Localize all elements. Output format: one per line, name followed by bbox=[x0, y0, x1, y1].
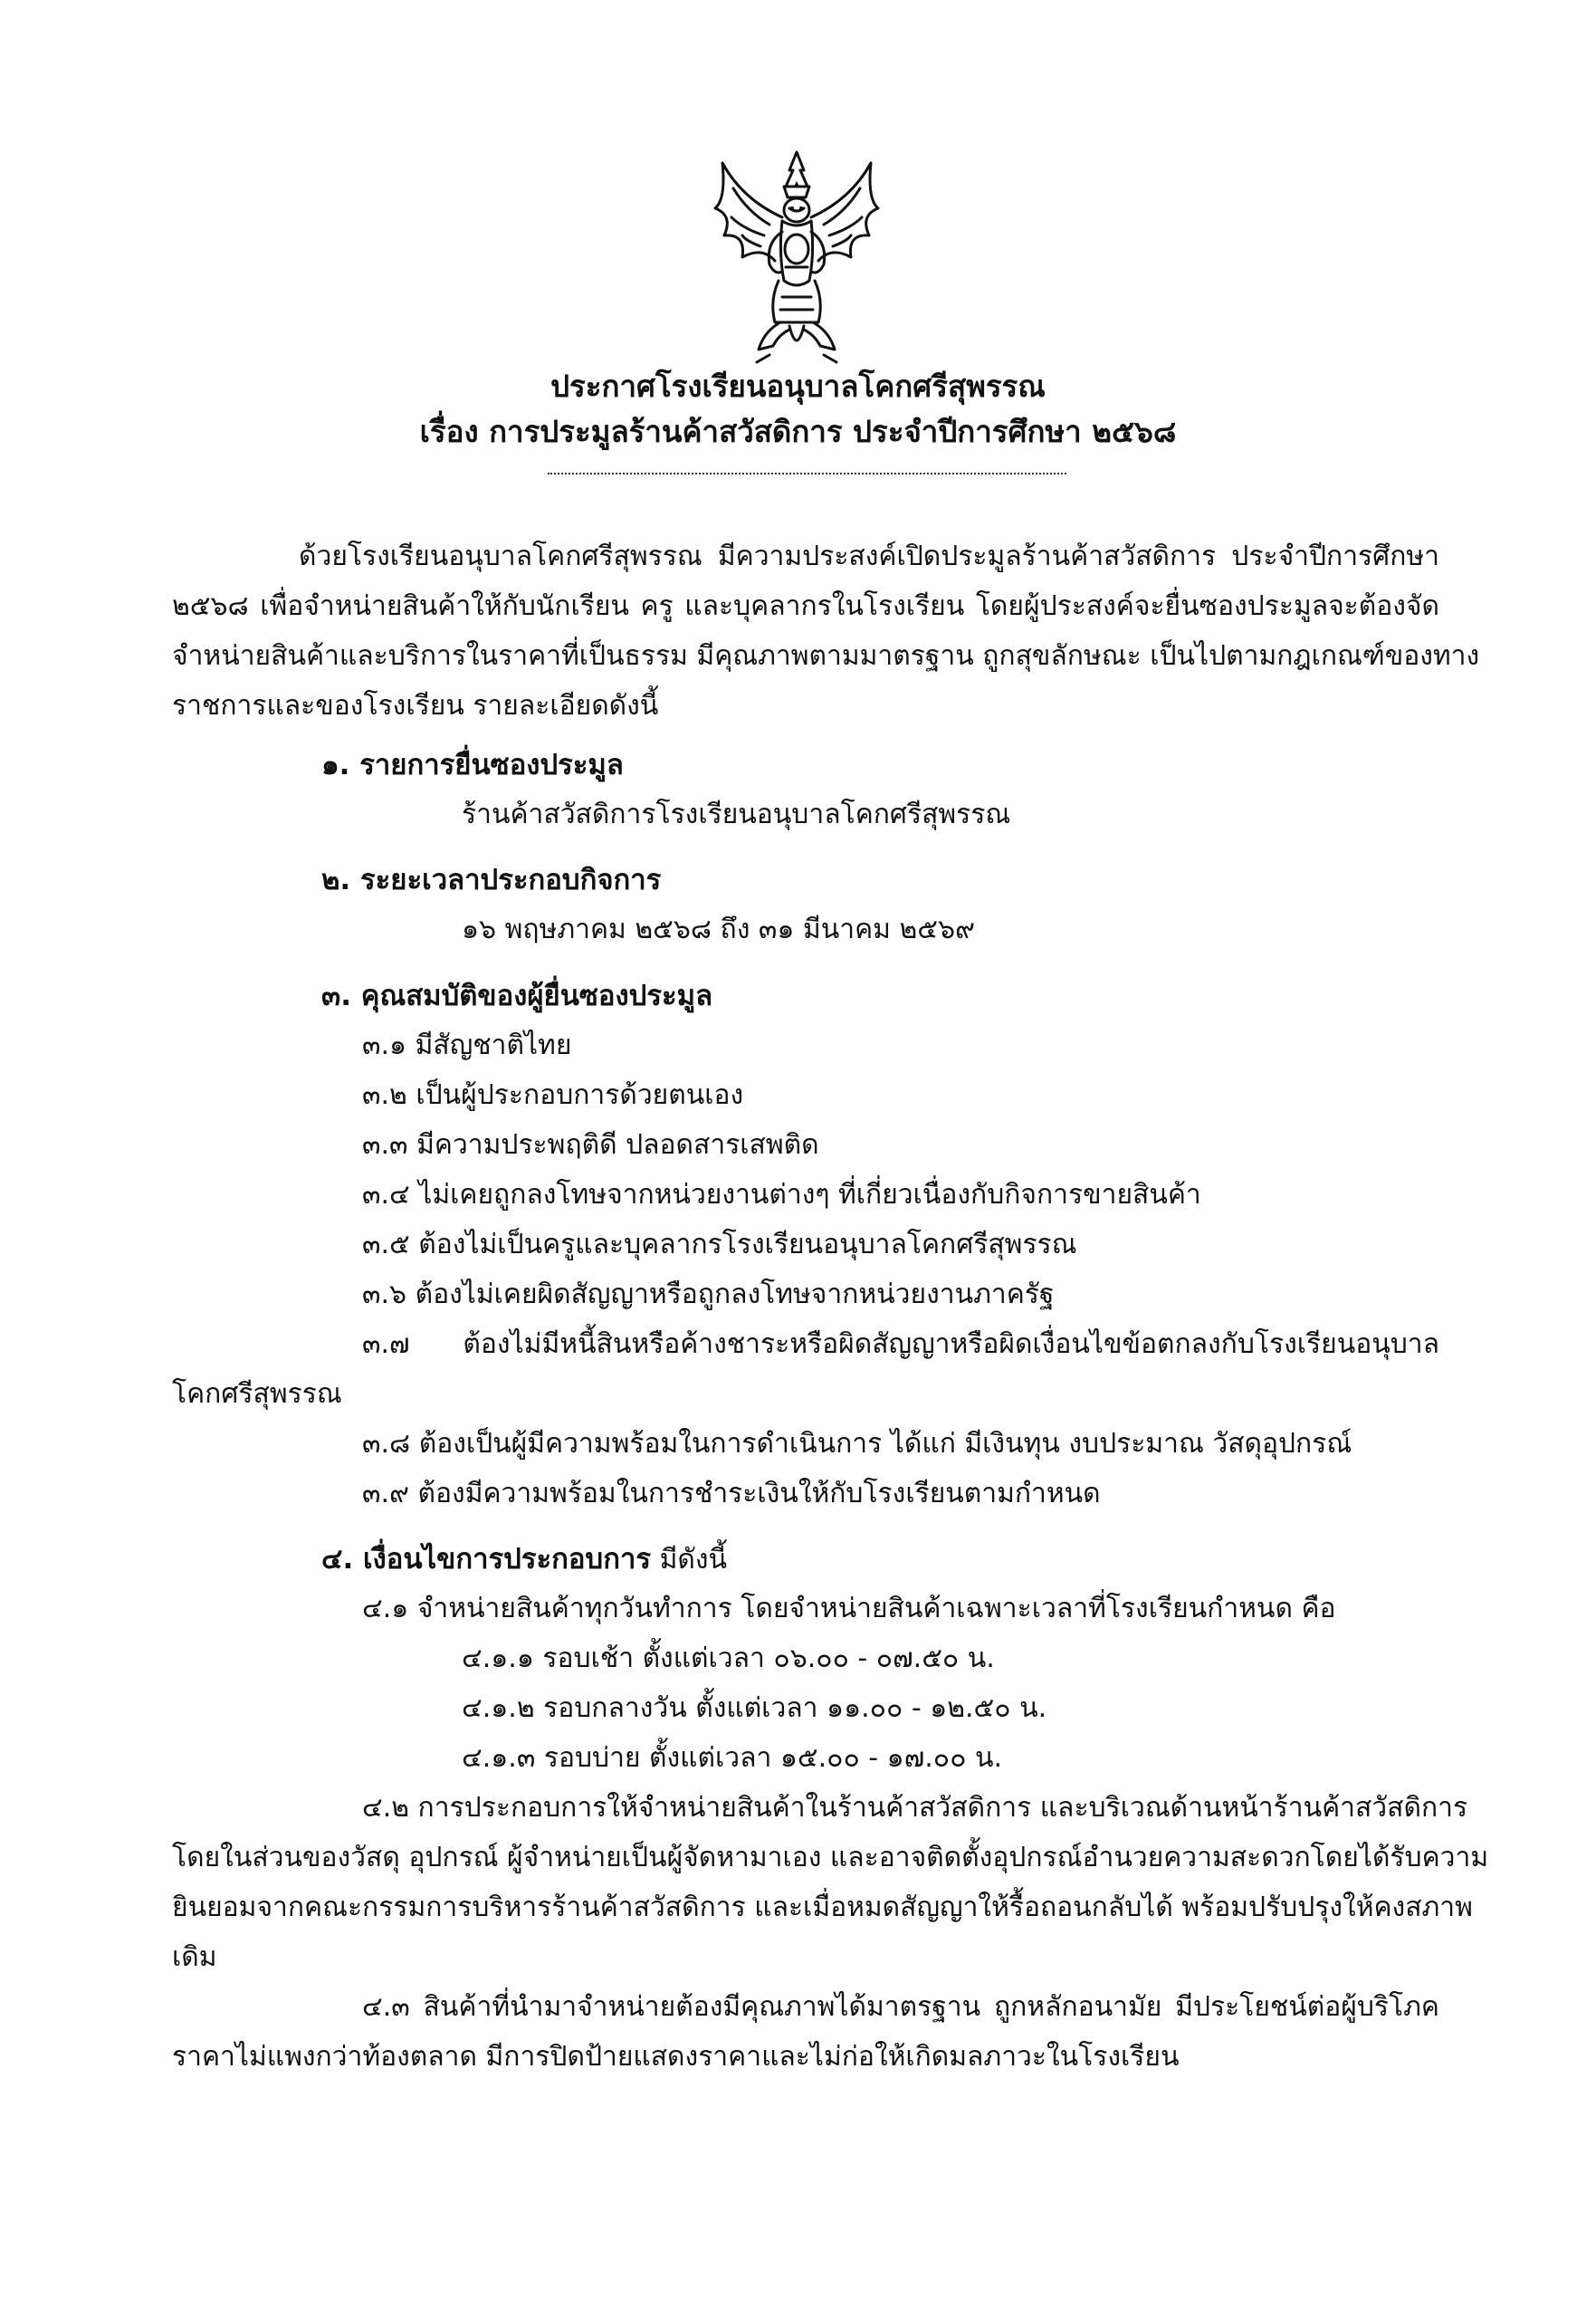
intro-line-4: ราชการและของโรงเรียน รายละเอียดดังนี้ bbox=[172, 690, 659, 722]
announcement-title: ประกาศโรงเรียนอนุบาลโคกศรีสุพรรณ bbox=[550, 369, 1046, 404]
condition-4-1: ๔.๑ จำหน่ายสินค้าทุกวันทำการ โดยจำหน่ายสินค้าเฉพาะเวลาที่โรงเรียนกำหนด คือ bbox=[362, 1593, 1336, 1624]
condition-4-2-line-3: ยินยอมจากคณะกรรมการบริหารร้านค้าสวัสดิการ และเมื่อหมดสัญญาให้รื้อถอนกลับได้ พร้อมปรับปรุงให้คงสภาพ bbox=[172, 1892, 1473, 1923]
condition-4-1-1: ๔.๑.๑ รอบเช้า ตั้งแต่เวลา ๐๖.๐๐ - ๐๗.๕๐ น. bbox=[462, 1643, 995, 1674]
list-item: ๓.๓ มีความประพฤติดี ปลอดสารเสพติด bbox=[362, 1129, 819, 1161]
list-item: ๓.๘ ต้องเป็นผู้มีความพร้อมในการดำเนินการ ได้แก่ มีเงินทุน งบประมาณ วัสดุอุปกรณ์ bbox=[362, 1428, 1352, 1460]
condition-4-3-line-1: ๔.๓ สินค้าที่นำมาจำหน่ายต้องมีคุณภาพได้มาตรฐาน ถูกหลักอนามัย มีประโยชน์ต่อผู้บริโภค bbox=[362, 1991, 1439, 2023]
section-3-heading: ๓. คุณสมบัติของผู้ยื่นซองประมูล bbox=[321, 980, 713, 1012]
condition-4-3-line-2: ราคาไม่แพงกว่าท้องตลาด มีการปิดป้ายแสดงราคาและไม่ก่อให้เกิดมลภาวะในโรงเรียน bbox=[172, 2041, 1180, 2073]
condition-4-2-line-1: ๔.๒ การประกอบการให้จำหน่ายสินค้าในร้านค้าสวัสดิการ และบริเวณด้านหน้าร้านค้าสวัสดิการ bbox=[362, 1792, 1468, 1824]
list-item: ๓.๔ ไม่เคยถูกลงโทษจากหน่วยงานต่างๆ ที่เกี่ยวเนื่องกับกิจการขายสินค้า bbox=[362, 1179, 1201, 1211]
list-item: ๓.๕ ต้องไม่เป็นครูและบุคลากรโรงเรียนอนุบาลโคกศรีสุพรรณ bbox=[362, 1229, 1077, 1260]
list-item: ๓.๑ มีสัญชาติไทย bbox=[362, 1030, 572, 1061]
section-1-text: ร้านค้าสวัสดิการโรงเรียนอนุบาลโคกศรีสุพรรณ bbox=[462, 799, 1011, 830]
condition-4-1-2: ๔.๑.๒ รอบกลางวัน ตั้งแต่เวลา ๑๑.๐๐ - ๑๒.๕๐ น. bbox=[462, 1692, 1047, 1724]
list-item-continuation: โคกศรีสุพรรณ bbox=[172, 1378, 342, 1410]
condition-4-2-line-2: โดยในส่วนของวัสดุ อุปกรณ์ ผู้จำหน่ายเป็นผู้จัดหามาเอง และอาจติดตั้งอุปกรณ์อำนวยความสะดวกโดยได้รับความ bbox=[172, 1842, 1489, 1873]
section-4-heading-suffix: มีดังนี้ bbox=[651, 1544, 728, 1576]
section-2-heading: ๒. ระยะเวลาประกอบกิจการ bbox=[321, 864, 662, 896]
condition-4-2-line-4: เดิม bbox=[172, 1941, 217, 1973]
garuda-emblem-icon bbox=[706, 145, 887, 367]
intro-line-3: จำหน่ายสินค้าและบริการในราคาที่เป็นธรรม มีคุณภาพตามมาตรฐาน ถูกสุขลักษณะ เป็นไปตามกฎเกณฑ์ของทาง bbox=[172, 640, 1480, 672]
announcement-subject: เรื่อง การประมูลร้านค้าสวัสดิการ ประจำปีการศึกษา ๒๕๖๘ bbox=[419, 414, 1177, 449]
list-item: ๓.๒ เป็นผู้ประกอบการด้วยตนเอง bbox=[362, 1079, 744, 1111]
intro-line-1: ด้วยโรงเรียนอนุบาลโคกศรีสุพรรณ มีความประสงค์เปิดประมูลร้านค้าสวัสดิการ ประจำปีการศึกษา bbox=[299, 541, 1439, 572]
dotted-divider bbox=[548, 473, 1066, 474]
section-1-heading: ๑. รายการยื่นซองประมูล bbox=[321, 749, 624, 781]
intro-line-2: ๒๕๖๘ เพื่อจำหน่ายสินค้าให้กับนักเรียน ครู และบุคลากรในโรงเรียน โดยผู้ประสงค์จะยื่นซองประมูลจะต้องจัด bbox=[172, 590, 1439, 622]
section-2-text: ๑๖ พฤษภาคม ๒๕๖๘ ถึง ๓๑ มีนาคม ๒๕๖๙ bbox=[462, 914, 975, 945]
list-item: ๓.๖ ต้องไม่เคยผิดสัญญาหรือถูกลงโทษจากหน่วยงานภาครัฐ bbox=[362, 1279, 1055, 1310]
list-item: ๓.๗ ต้องไม่มีหนี้สินหรือค้างชาระหรือผิดสัญญาหรือผิดเงื่อนไขข้อตกลงกับโรงเรียนอนุบาล bbox=[362, 1328, 1439, 1360]
list-item: ๓.๙ ต้องมีความพร้อมในการชำระเงินให้กับโรงเรียนตามกำหนด bbox=[362, 1478, 1101, 1509]
section-4-heading-line bbox=[321, 1541, 727, 1578]
section-4-heading: ๔. เงื่อนไขการประกอบการ bbox=[321, 1543, 652, 1576]
condition-4-1-3: ๔.๑.๓ รอบบ่าย ตั้งแต่เวลา ๑๕.๐๐ - ๑๗.๐๐ น. bbox=[462, 1742, 1002, 1774]
